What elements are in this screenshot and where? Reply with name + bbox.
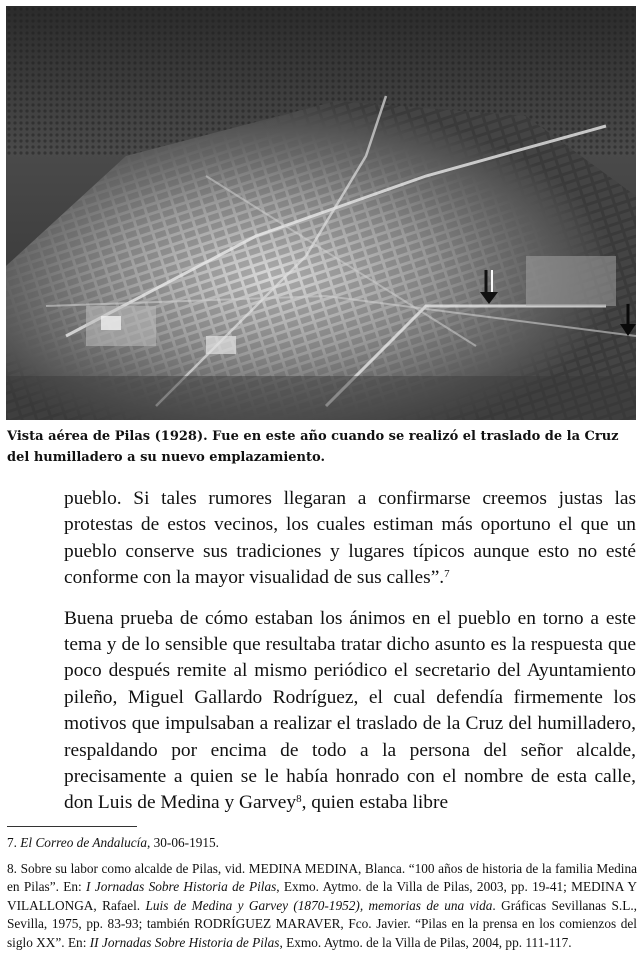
photo-caption: Vista aérea de Pilas (1928). Fue en este año cuando se realizó el traslado de la Cruz del humilladero a su nuevo emplazamiento. — [7, 429, 619, 465]
paragraph-2: Buena prueba de cómo estaban los ánimos en el pueblo en torno a este tema y de lo sensible que resultaba tratar dicho asunto es la respuesta que poco después remite al mismo periódico el secretario del Ayuntamiento pileño, Miguel Gallardo Rodríguez, el cual defendía firmemente los motivos que impulsaban a realizar el traslado de la Cruz del humilladero, respaldando por encima de todo a la persona del señor alcalde, precisamente a quien se le había honrado con el nombre de esta calle, don Luis de Medina y Garvey$^8$, quien estaba libre — [64, 607, 636, 814]
footnote-ref-7: 7 — [444, 568, 450, 581]
footnote-divider — [7, 826, 137, 827]
paragraph-1: pueblo. Si tales rumores llegaran a confirmarse creemos justas las protestas de estos vecinos, los cuales estiman más oportuno el que un pueblo conserve sus tradiciones y lugares típicos aunque esto no esté conforme con la mayor visualidad de sus calles”.$^7$ — [64, 488, 636, 589]
aerial-town-photo-icon — [6, 6, 636, 420]
footnotes — [7, 834, 637, 953]
body-text — [64, 486, 636, 817]
footnote-ref-8: 8 — [296, 793, 302, 806]
footnote-7: 7. El Correo de Andalucía, 30-06-1915. — [7, 835, 220, 850]
footnote-8: 8. Sobre su labor como alcalde de Pilas, vid. MEDINA MEDINA, Blanca. “100 años de historia de la familia Medina en Pilas”. En: I Jornadas Sobre Historia de Pilas, Exmo. Aytmo. de la Villa de Pilas, 2003, pp. 19-41; MEDINA Y VILALLONGA, Rafael. Luis de Medina y Garvey (1870-1952), memorias de una vida. Gráficas Sevillanas S.L., Sevilla, 1975, pp. 83-93; también RODRÍGUEZ MARAVER, Fco. Javier. “Pilas en la prensa en los comienzos del siglo XX”. En: II Jornadas Sobre Historia de Pilas, Exmo. Aytmo. de la Villa de Pilas, 2004, pp. 111-117. — [7, 860, 637, 950]
aerial-photo — [6, 6, 636, 420]
